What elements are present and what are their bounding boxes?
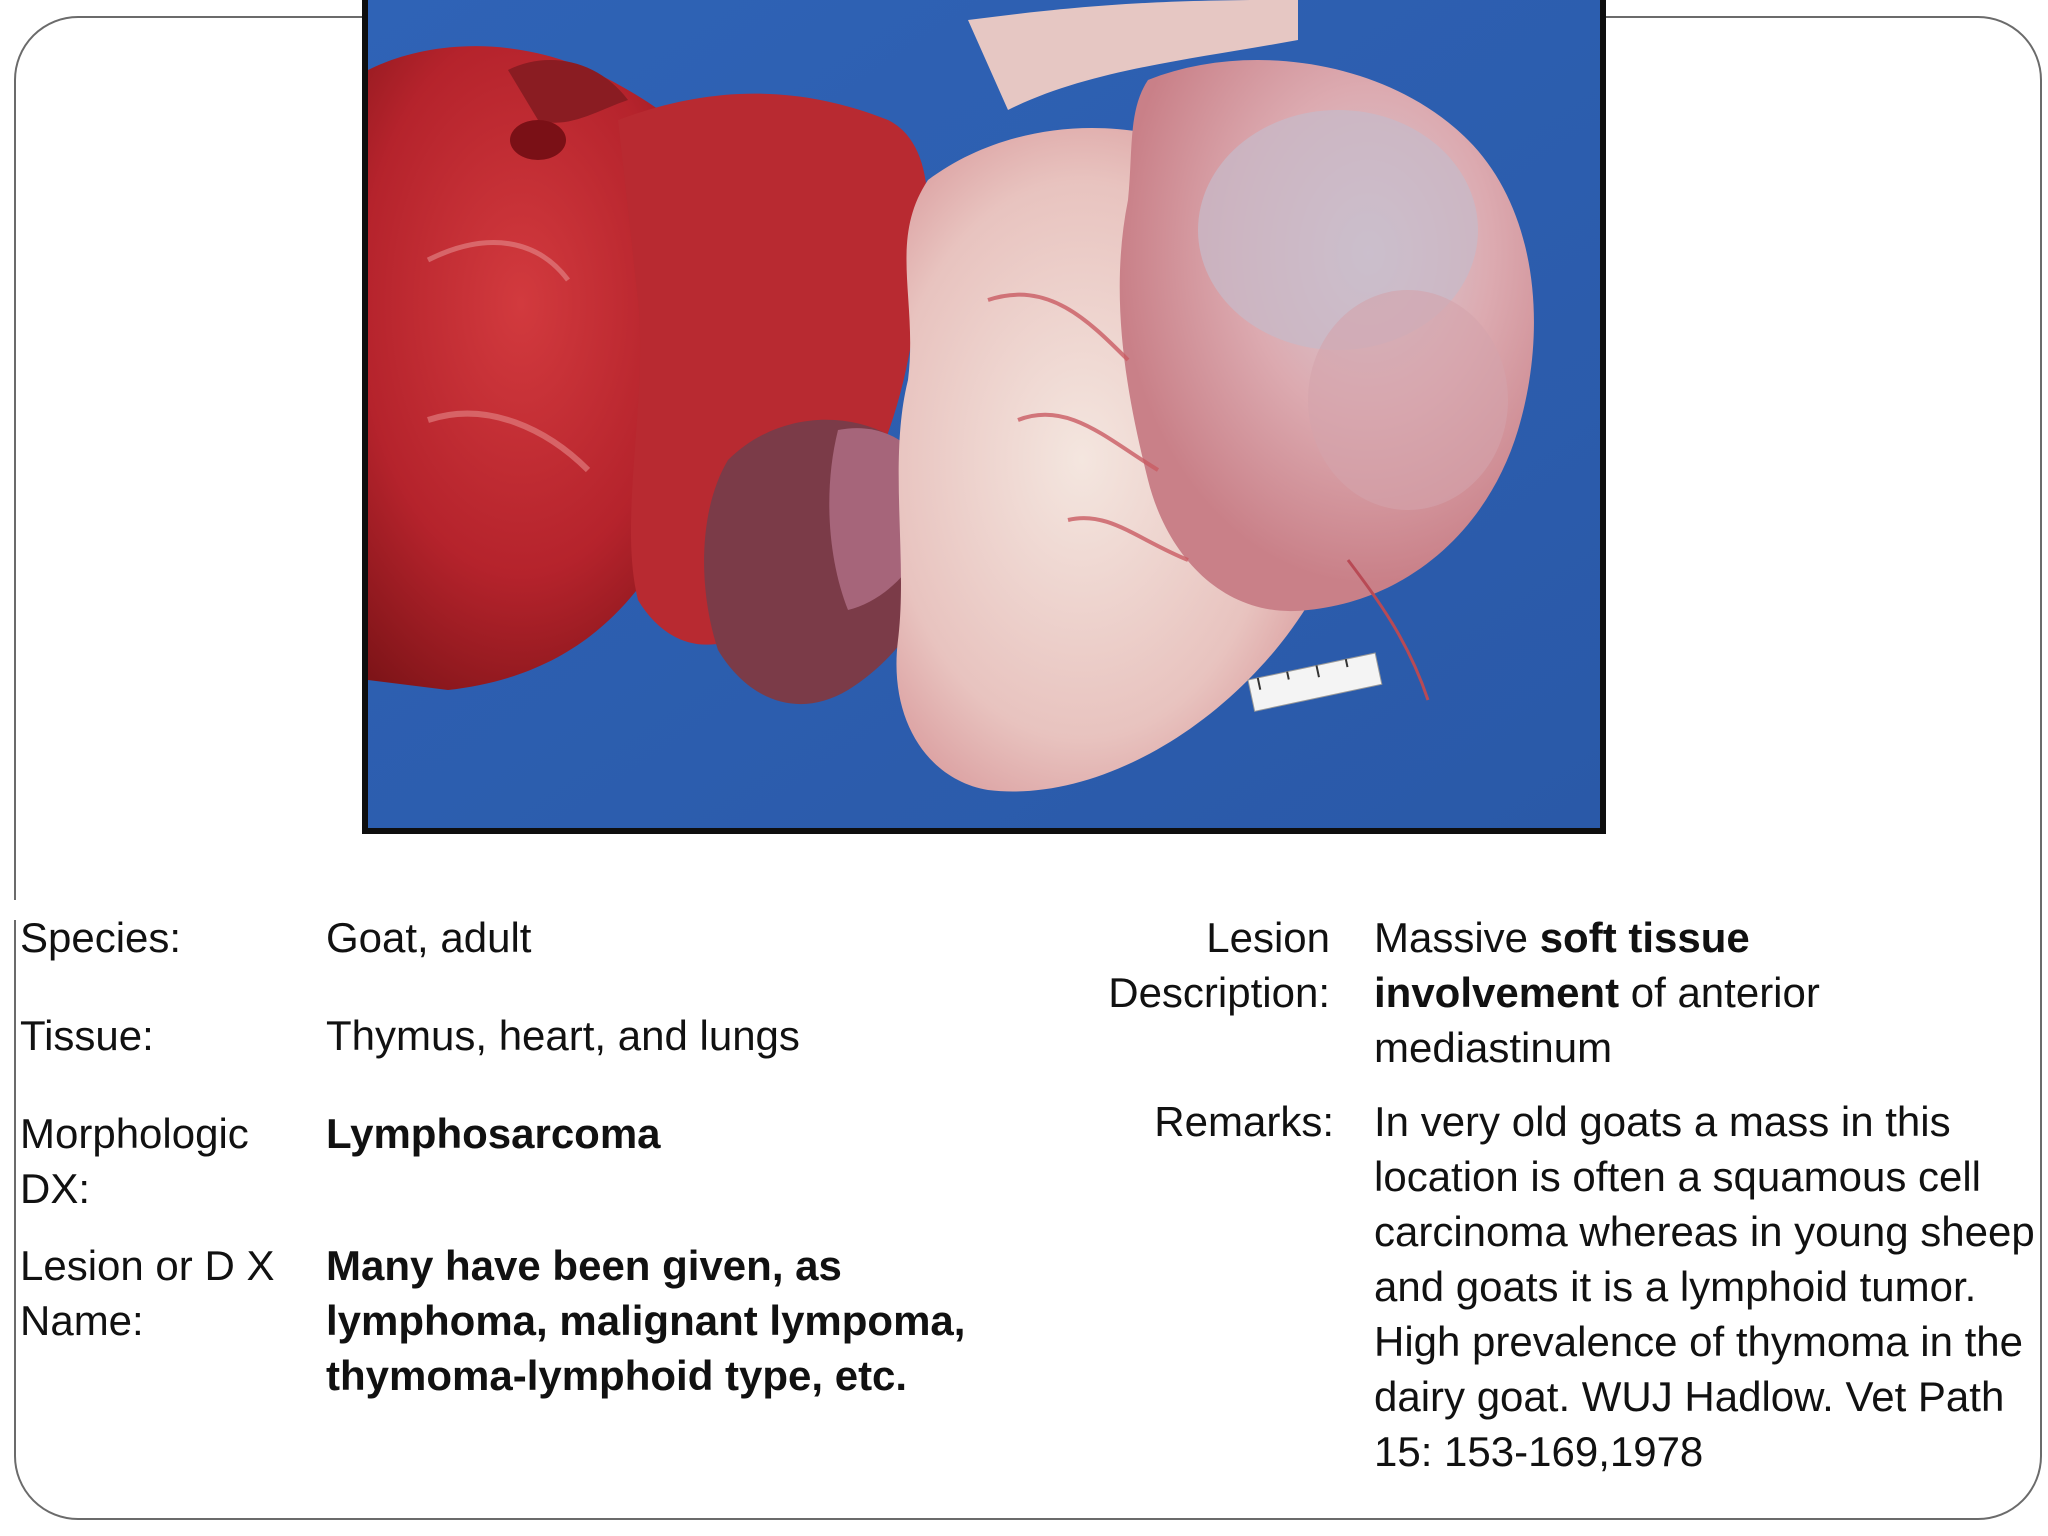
description-text-post: of anterior mediastinum	[1374, 969, 1820, 1071]
lesion-name-value: Many have been given, as lymphoma, malignant lympoma, thymoma-lymphoid type, etc.	[326, 1242, 966, 1399]
remarks-label: Remarks:	[1154, 1098, 1334, 1145]
lesion-name-label: Lesion or D X Name:	[20, 1242, 275, 1344]
morphologic-label: Morphologic DX:	[20, 1110, 249, 1212]
lesion-description-value	[1374, 910, 1934, 1075]
specimen-photo	[362, 0, 1606, 834]
species-label: Species:	[20, 914, 182, 961]
species-value: Goat, adult	[326, 914, 532, 961]
remarks-value: In very old goats a mass in this location is often a squamous cell carcinoma whereas in young sheep and goats it is a lymphoid tumor. High prevalence of thymoma in the dairy goat. WUJ Hadlow. Vet Path 15: 153-169,1978	[1374, 1098, 2035, 1475]
description-text-bold: soft tissue involvement	[1374, 914, 1750, 1016]
morphologic-value: Lymphosarcoma	[326, 1110, 661, 1157]
tissue-value: Thymus, heart, and lungs	[326, 1012, 800, 1059]
specimen-image	[368, 0, 1600, 828]
tissue-label: Tissue:	[20, 1012, 154, 1059]
lesion-description-label: Lesion Description:	[1108, 914, 1330, 1016]
description-text-pre: Massive	[1374, 914, 1540, 961]
